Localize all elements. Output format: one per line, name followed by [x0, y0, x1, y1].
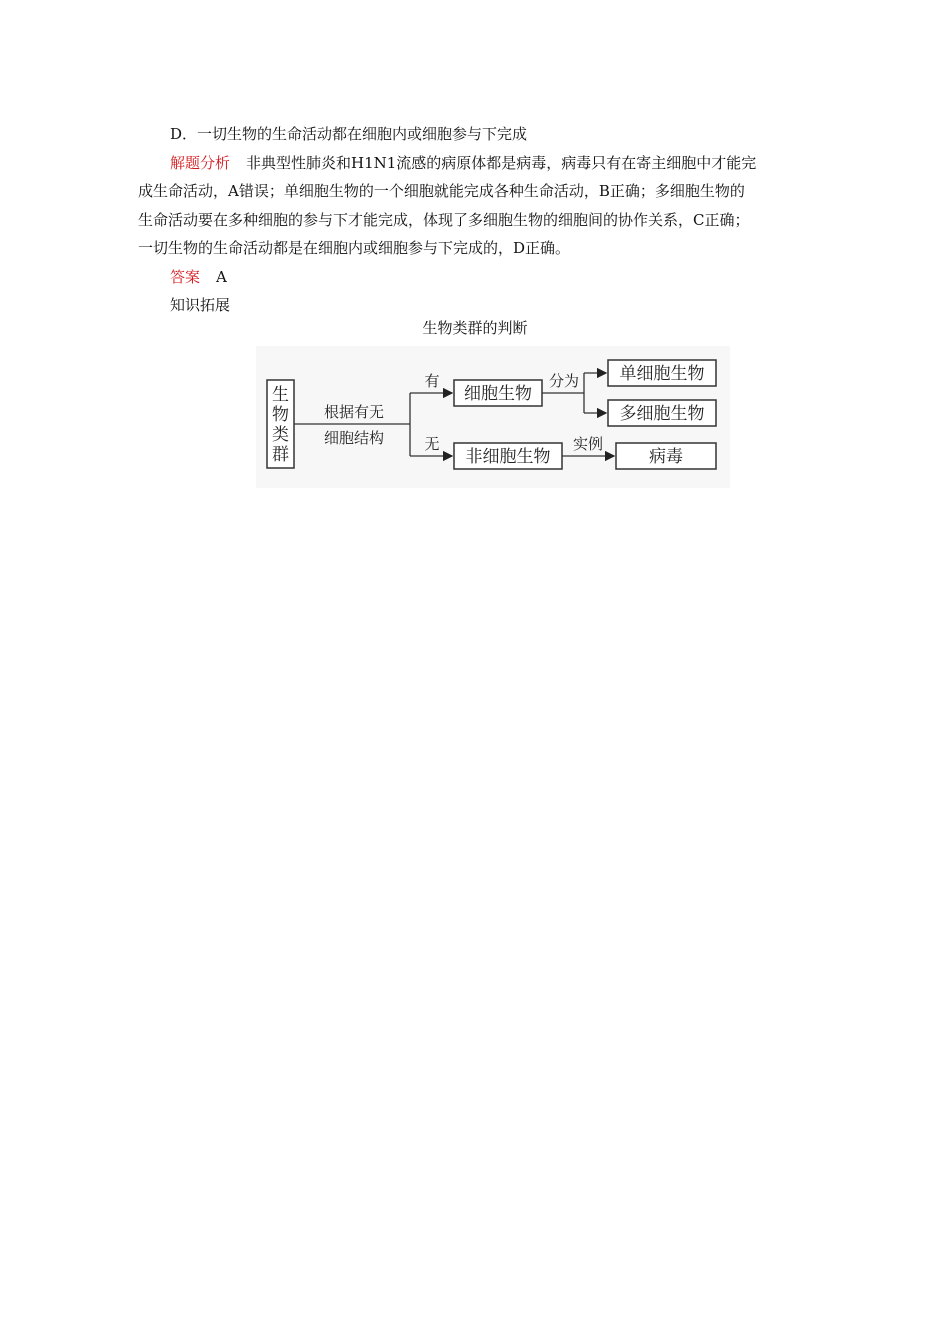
multicellular-label: 多细胞生物 — [619, 404, 705, 424]
unicellular-label: 单细胞生物 — [619, 364, 705, 384]
criterion-line-2: 细胞结构 — [323, 429, 385, 447]
analysis-text-line-4: 一切生物的生命活动都是在细胞内或细胞参与下完成的，D正确。 — [138, 239, 571, 257]
knowledge-extension-label: 知识拓展 — [170, 296, 231, 314]
option-d: D．一切生物的生命活动都在细胞内或细胞参与下完成 — [170, 125, 528, 143]
answer-value: A — [216, 267, 227, 286]
virus-label: 病毒 — [649, 447, 683, 467]
divided-label: 分为 — [548, 372, 580, 390]
analysis-text-line-1: 非典型性肺炎和H1N1流感的病原体都是病毒，病毒只有在寄主细胞中才能完 — [246, 153, 757, 172]
root-char-4: 群 — [272, 445, 289, 465]
answer-line — [138, 263, 828, 292]
branch-no-label: 无 — [424, 435, 440, 453]
analysis-text-line-2: 成生命活动，A错误；单细胞生物的一个细胞就能完成各种生命活动，B正确；多细胞生物的 — [138, 182, 745, 200]
answer-label: 答案 — [170, 267, 201, 286]
analysis-label: 解题分析 — [170, 153, 231, 172]
analysis-text-line-3: 生命活动要在多种细胞的参与下才能完成，体现了多细胞生物的细胞间的协作关系，C正确； — [138, 210, 750, 229]
noncellular-label: 非细胞生物 — [465, 447, 551, 467]
question-text-block — [138, 120, 828, 320]
criterion-line-1: 根据有无 — [323, 403, 385, 421]
root-char-2: 物 — [272, 405, 289, 425]
branch-yes-label: 有 — [424, 372, 440, 390]
analysis-first-line — [138, 149, 828, 178]
root-char-3: 类 — [272, 425, 289, 445]
example-label: 实例 — [572, 435, 604, 453]
diagram-title: 生物类群的判断 — [422, 319, 528, 337]
cellular-label: 细胞生物 — [464, 384, 532, 404]
classification-diagram — [256, 346, 730, 488]
root-char-1: 生 — [272, 385, 289, 405]
